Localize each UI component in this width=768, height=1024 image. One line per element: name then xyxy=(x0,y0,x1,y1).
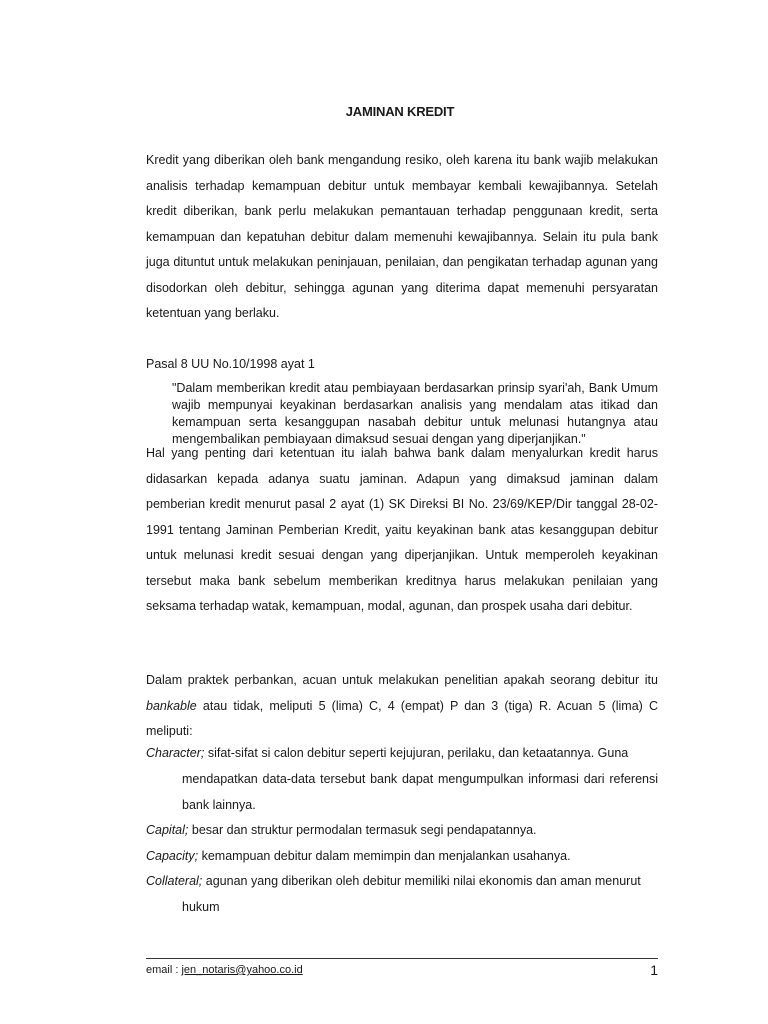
list-item xyxy=(146,869,658,895)
footer-email xyxy=(146,964,303,976)
footer-divider xyxy=(146,958,658,959)
item-text: kemampuan debitur dalam memimpin dan menjalankan usahanya. xyxy=(201,849,571,863)
item-term: Capacity; xyxy=(146,849,199,863)
paragraph-5c-start: Dalam praktek perbankan, acuan untuk melakukan penelitian apakah seorang debitur itu xyxy=(146,673,658,687)
item-text: sifat-sifat si calon debitur seperti kejujuran, perilaku, dan ketaatannya. Guna xyxy=(207,746,629,760)
paragraph-guarantee: Hal yang penting dari ketentuan itu ialah bahwa bank dalam menyalurkan kredit harus didasarkan kepada adanya suatu jaminan. Adapun yang dimaksud jaminan dalam pemberian kredit menurut pasal 2 ayat (1) SK Direksi BI No. 23/69/KEP/Dir tanggal 28-02-1991 tentang Jaminan Pemberian Kredit, yaitu keyakinan bank atas kesanggupan debitur untuk melunasi kredit sesuai dengan yang diperjanjikan. Untuk memperoleh keyakinan tersebut maka bank sebelum memberikan kreditnya harus melakukan penilaian yang seksama terhadap watak, kemampuan, modal, agunan, dan prospek usaha dari debitur. xyxy=(146,446,658,613)
email-label: email : xyxy=(146,964,179,976)
paragraph-5c-end: atau tidak, meliputi 5 (lima) C, 4 (empat) P dan 3 (tiga) R. Acuan 5 (lima) C meliputi: xyxy=(146,698,658,738)
list-item xyxy=(146,818,658,844)
legal-quote: "Dalam memberikan kredit atau pembiayaan berdasarkan prinsip syari'ah, Bank Umum wajib mempunyai keyakinan berdasarkan analisis yang mendalam atas itikad dan kemampuan serta kesanggupan nasabah debitur untuk melunasi hutangnya atau mengembalikan pembiayaan dimaksud sesuai dengan yang diperjanjikan." xyxy=(172,381,658,446)
list-item xyxy=(146,844,658,870)
email-link[interactable]: jen_notaris@yahoo.co.id xyxy=(181,964,303,976)
item-text: agunan yang diberikan oleh debitur memiliki nilai ekonomis dan aman menurut xyxy=(205,874,641,888)
item-continuation: mendapatkan data-data tersebut bank dapat mengumpulkan informasi dari referensi bank lainnya. xyxy=(182,772,658,812)
page-number: 1 xyxy=(650,962,658,978)
item-term: Character; xyxy=(146,746,205,760)
item-term: Capital; xyxy=(146,823,189,837)
item-term: Collateral; xyxy=(146,874,203,888)
list-item xyxy=(146,741,658,767)
document-title: JAMINAN KREDIT xyxy=(345,104,455,119)
quote-heading: Pasal 8 UU No.10/1998 ayat 1 xyxy=(146,357,315,371)
item-text: besar dan struktur permodalan termasuk segi pendapatannya. xyxy=(191,823,537,837)
paragraph-intro: Kredit yang diberikan oleh bank mengandung resiko, oleh karena itu bank wajib melakukan analisis terhadap kemampuan debitur untuk membayar kembali kewajibannya. Setelah kredit diberikan, bank perlu melakukan pemantauan terhadap penggunaan kredit, serta kemampuan dan kepatuhan debitur dalam memenuhi kewajibannya. Selain itu pula bank juga dituntut untuk melakukan peninjauan, penilaian, dan pengikatan terhadap agunan yang disodorkan oleh debitur, sehingga agunan yang diterima dapat memenuhi persyaratan ketentuan yang berlaku. xyxy=(146,153,658,320)
paragraph-5c-intro xyxy=(146,668,658,745)
bankable-term: bankable xyxy=(146,698,197,713)
item-continuation: hukum xyxy=(182,900,220,914)
